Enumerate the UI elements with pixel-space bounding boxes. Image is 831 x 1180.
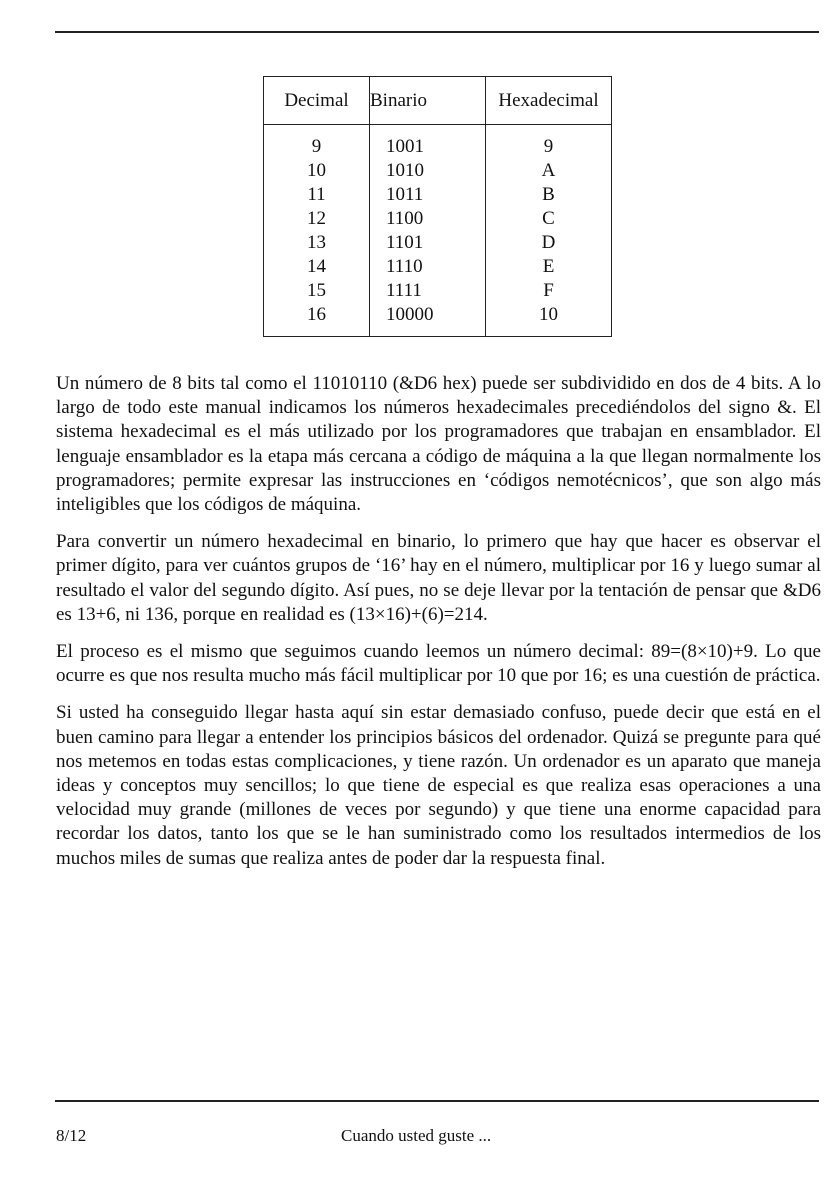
table-cell-binario: 1001 [386, 136, 424, 157]
paragraph: Un número de 8 bits tal como el 11010110 (&D6 hex) puede ser subdividido en dos de 4 bits. A lo largo de todo este manual indicamos los números hexadecimales precediéndolos del signo &. El sistema hexadecimal es el más utilizado por los programadores que trabajan en ensamblador. El lenguaje ensamblador es la etapa más cercana a código de máquina a la que llegan normalmente los programadores; permite expresar las instrucciones en ‘códigos nemotécnicos’, que son algo más inteligibles que los códigos de máquina. [56, 373, 821, 516]
table-cell-binario: 10000 [386, 304, 434, 325]
hexadecimal-column [486, 125, 612, 337]
paragraph: Para convertir un número hexadecimal en binario, lo primero que hay que hacer es observar el primer dígito, para ver cuántos grupos de ‘16’ hay en el número, multiplicar por 16 y luego sumar al resultado el valor del segundo dígito. Así pues, no se deje llevar por la tentación de pensar que &D6 es 13+6, ni 136, porque en realidad es (13×16)+(6)=214. [56, 531, 821, 625]
running-footer-title: Cuando usted guste ... [341, 1126, 492, 1145]
conversion-table [263, 76, 612, 337]
table-cell-hexadecimal: A [541, 160, 556, 181]
table-cell-hexadecimal: F [543, 280, 554, 301]
header-binario: Binario [370, 77, 486, 125]
table-cell-decimal: 12 [307, 208, 326, 229]
table-cell-binario: 1100 [386, 208, 424, 229]
table-cell-decimal: 14 [307, 256, 326, 277]
bottom-rule [55, 1100, 819, 1102]
table-body [264, 125, 611, 337]
paragraph: El proceso es el mismo que seguimos cuando leemos un número decimal: 89=(8×10)+9. Lo que ocurre es que nos resulta mucho más fácil multiplicar por 10 que por 16; es una cuestión de práctica. [56, 641, 821, 687]
table-cell-hexadecimal: D [541, 232, 556, 253]
table-cell-hexadecimal: 10 [539, 304, 558, 325]
header-hexadecimal: Hexadecimal [486, 77, 612, 125]
header-decimal: Decimal [264, 77, 370, 125]
table-cell-binario: 1111 [386, 280, 422, 301]
table-cell-decimal: 15 [307, 280, 326, 301]
table-cell-hexadecimal: B [542, 184, 555, 205]
table-cell-binario: 1010 [386, 160, 424, 181]
table-cell-hexadecimal: E [542, 256, 555, 277]
decimal-column [264, 125, 370, 337]
table-cell-hexadecimal: 9 [543, 136, 554, 157]
body-text [56, 372, 821, 884]
paragraph: Si usted ha conseguido llegar hasta aquí sin estar demasiado confuso, puede decir que está en el buen camino para llegar a entender los principios básicos del ordenador. Quizá se pregunte para qué nos metemos en todas estas complicaciones, y tiene razón. Un ordenador es un aparato que maneja ideas y conceptos muy sencillos; lo que tiene de especial es que realiza esas operaciones a una velocidad muy grande (millones de veces por segundo) y que tiene una enorme capacidad para recordar los datos, tanto los que se le han suministrado como los resultados intermedios de los muchos miles de sumas que realiza antes de poder dar la respuesta final. [56, 702, 821, 869]
page-number: 8/12 [56, 1126, 87, 1145]
table-cell-decimal: 9 [311, 136, 322, 157]
table-cell-hexadecimal: C [542, 208, 555, 229]
table-cell-decimal: 13 [307, 232, 326, 253]
table-cell-binario: 1110 [386, 256, 423, 277]
table-cell-binario: 1101 [386, 232, 424, 253]
table-cell-decimal: 10 [307, 160, 326, 181]
table-cell-decimal: 16 [307, 304, 326, 325]
table-header-row [264, 77, 611, 125]
table-cell-decimal: 11 [307, 184, 326, 205]
table-cell-binario: 1011 [386, 184, 424, 205]
binario-column [370, 125, 486, 337]
top-rule [55, 31, 819, 33]
